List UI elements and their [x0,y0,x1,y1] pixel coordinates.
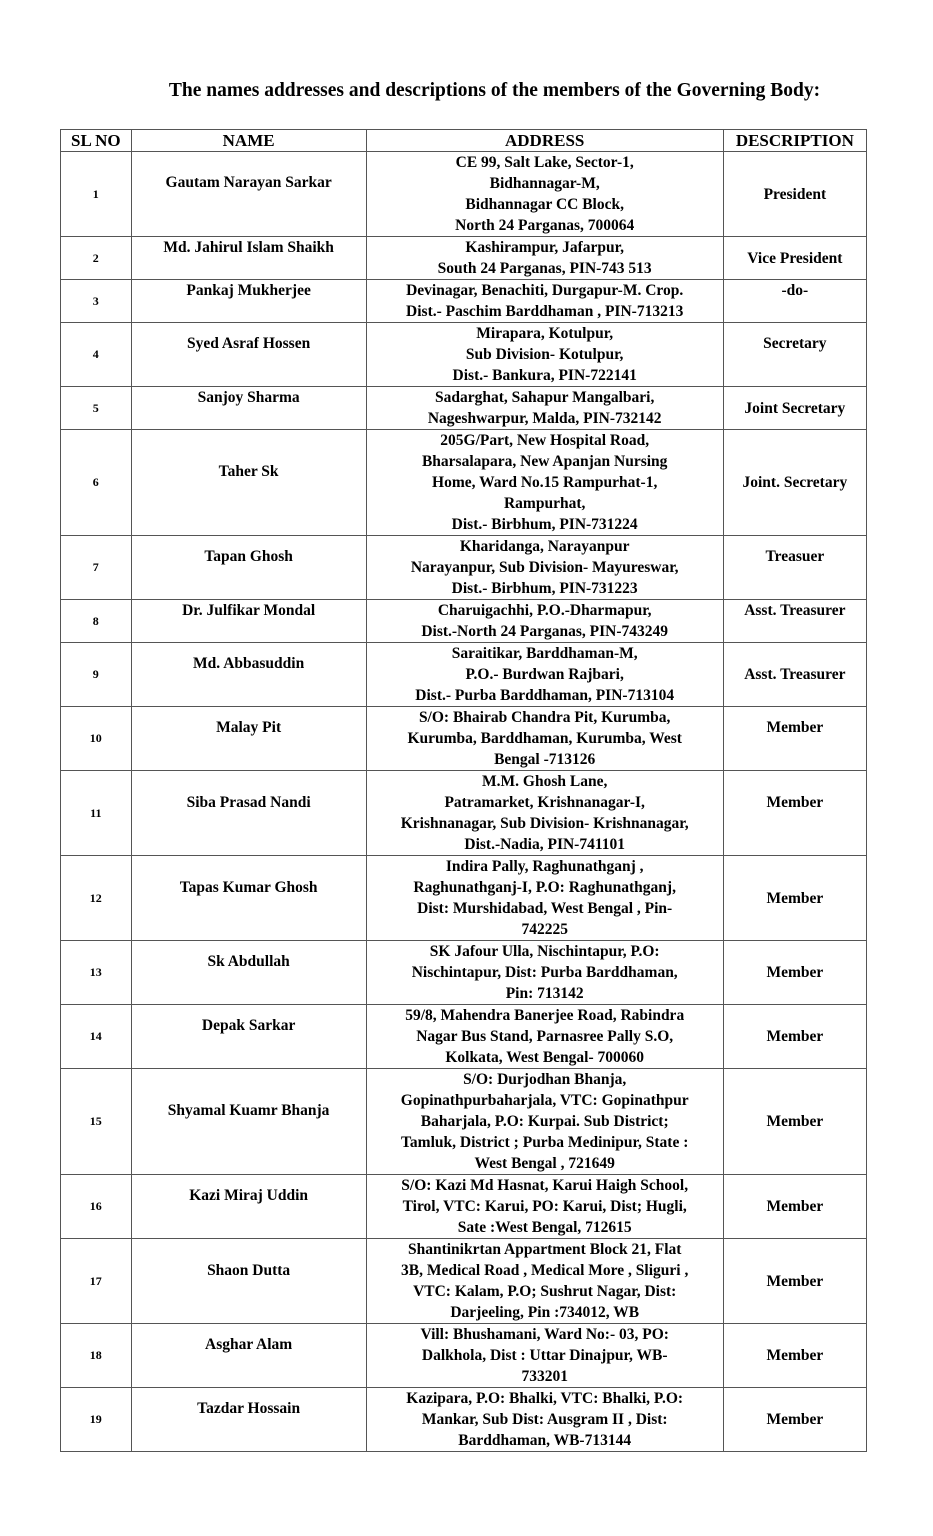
cell-name: Shaon Dutta [131,1239,366,1324]
cell-sl-no: 16 [61,1175,132,1239]
cell-sl-no: 4 [61,323,132,387]
table-row [61,1175,867,1239]
document-title: The names addresses and descriptions of the members of the Governing Body: [168,80,821,101]
cell-address: Sadarghat, Sahapur Mangalbari, Nageshwarpur, Malda, PIN-732142 [366,387,723,430]
cell-name: Dr. Julfikar Mondal [131,600,366,643]
header-sl-no: SL NO [61,130,132,152]
cell-address: Kharidanga, Narayanpur Narayanpur, Sub Division- Mayureswar, Dist.- Birbhum, PIN-731223 [366,536,723,600]
cell-description: Member [723,1239,866,1324]
cell-description: Joint. Secretary [723,430,866,536]
cell-address: Mirapara, Kotulpur, Sub Division- Kotulpur, Dist.- Bankura, PIN-722141 [366,323,723,387]
cell-name: Depak Sarkar [131,1005,366,1069]
cell-address: Devinagar, Benachiti, Durgapur-M. Crop. Dist.- Paschim Barddhaman , PIN-713213 [366,280,723,323]
cell-address: SK Jafour Ulla, Nischintapur, P.O: Nischintapur, Dist: Purba Barddhaman, Pin: 713142 [366,941,723,1005]
cell-description: Member [723,856,866,941]
table-row [61,643,867,707]
table-row [61,856,867,941]
cell-name: Tapan Ghosh [131,536,366,600]
cell-name: Kazi Miraj Uddin [131,1175,366,1239]
cell-description: Member [723,1388,866,1452]
cell-name: Syed Asraf Hossen [131,323,366,387]
cell-description: Member [723,707,866,771]
cell-name: Siba Prasad Nandi [131,771,366,856]
table-row [61,1239,867,1324]
cell-sl-no: 10 [61,707,132,771]
table-row [61,237,867,280]
cell-description: Member [723,1175,866,1239]
cell-name: Asghar Alam [131,1324,366,1388]
cell-address: 59/8, Mahendra Banerjee Road, Rabindra Nagar Bus Stand, Parnasree Pally S.O, Kolkata, West Bengal- 700060 [366,1005,723,1069]
cell-description: Treasuer [723,536,866,600]
cell-name: Pankaj Mukherjee [131,280,366,323]
cell-address: S/O: Bhairab Chandra Pit, Kurumba, Kurumba, Barddhaman, Kurumba, West Bengal -713126 [366,707,723,771]
cell-sl-no: 6 [61,430,132,536]
cell-address: Kazipara, P.O: Bhalki, VTC: Bhalki, P.O: Mankar, Sub Dist: Ausgram II , Dist: Barddhaman, WB-713144 [366,1388,723,1452]
table-row [61,1005,867,1069]
cell-sl-no: 1 [61,152,132,237]
table-row [61,323,867,387]
cell-sl-no: 5 [61,387,132,430]
cell-description: President [723,152,866,237]
table-header-row [61,130,867,152]
table-row [61,707,867,771]
cell-sl-no: 7 [61,536,132,600]
cell-sl-no: 18 [61,1324,132,1388]
cell-sl-no: 2 [61,237,132,280]
cell-sl-no: 11 [61,771,132,856]
table-row [61,152,867,237]
table-row [61,536,867,600]
table-row [61,1069,867,1175]
cell-name: Sk Abdullah [131,941,366,1005]
table-row [61,280,867,323]
table-row [61,1388,867,1452]
cell-address: Indira Pally, Raghunathganj , Raghunathganj-I, P.O: Raghunathganj, Dist: Murshidabad, West Bengal , Pin- 742225 [366,856,723,941]
cell-name: Shyamal Kuamr Bhanja [131,1069,366,1175]
cell-sl-no: 13 [61,941,132,1005]
cell-address: Vill: Bhushamani, Ward No:- 03, PO: Dalkhola, Dist : Uttar Dinajpur, WB- 733201 [366,1324,723,1388]
header-description: DESCRIPTION [723,130,866,152]
cell-name: Md. Abbasuddin [131,643,366,707]
header-name: NAME [131,130,366,152]
table-row [61,387,867,430]
cell-description: Joint Secretary [723,387,866,430]
cell-description: Member [723,1324,866,1388]
cell-sl-no: 14 [61,1005,132,1069]
cell-description: Member [723,1005,866,1069]
cell-address: Kashirampur, Jafarpur, South 24 Parganas, PIN-743 513 [366,237,723,280]
cell-sl-no: 3 [61,280,132,323]
header-address: ADDRESS [366,130,723,152]
cell-description: Asst. Treasurer [723,600,866,643]
table-row [61,430,867,536]
governing-body-table [60,129,867,1452]
cell-address: S/O: Kazi Md Hasnat, Karui Haigh School, Tirol, VTC: Karui, PO: Karui, Dist; Hugli, Sate :West Bengal, 712615 [366,1175,723,1239]
cell-address: CE 99, Salt Lake, Sector-1, Bidhannagar-M, Bidhannagar CC Block, North 24 Parganas, 700064 [366,152,723,237]
cell-sl-no: 15 [61,1069,132,1175]
table-row [61,1324,867,1388]
cell-name: Md. Jahirul Islam Shaikh [131,237,366,280]
cell-sl-no: 19 [61,1388,132,1452]
cell-name: Malay Pit [131,707,366,771]
cell-sl-no: 17 [61,1239,132,1324]
table-row [61,941,867,1005]
cell-description: Member [723,941,866,1005]
cell-name: Gautam Narayan Sarkar [131,152,366,237]
cell-address: Charuigachhi, P.O.-Dharmapur, Dist.-North 24 Parganas, PIN-743249 [366,600,723,643]
cell-name: Sanjoy Sharma [131,387,366,430]
cell-address: Shantinikrtan Appartment Block 21, Flat 3B, Medical Road , Medical More , Sliguri , VTC: Kalam, P.O; Sushrut Nagar, Dist: Darjeeling, Pin :734012, WB [366,1239,723,1324]
table-row [61,771,867,856]
cell-description: Vice President [723,237,866,280]
cell-address: S/O: Durjodhan Bhanja, Gopinathpurbaharjala, VTC: Gopinathpur Baharjala, P.O: Kurpai. Sub District; Tamluk, District ; Purba Medinipur, State : West Bengal , 721649 [366,1069,723,1175]
cell-address: Saraitikar, Barddhaman-M, P.O.- Burdwan Rajbari, Dist.- Purba Barddhaman, PIN-713104 [366,643,723,707]
cell-name: Tapas Kumar Ghosh [131,856,366,941]
cell-address: 205G/Part, New Hospital Road, Bharsalapara, New Apanjan Nursing Home, Ward No.15 Rampurhat-1, Rampurhat, Dist.- Birbhum, PIN-731224 [366,430,723,536]
table-row [61,600,867,643]
cell-description: Secretary [723,323,866,387]
cell-description: Member [723,771,866,856]
cell-description: -do- [723,280,866,323]
cell-description: Member [723,1069,866,1175]
cell-sl-no: 12 [61,856,132,941]
cell-sl-no: 8 [61,600,132,643]
cell-description: Asst. Treasurer [723,643,866,707]
cell-sl-no: 9 [61,643,132,707]
cell-name: Taher Sk [131,430,366,536]
cell-name: Tazdar Hossain [131,1388,366,1452]
cell-address: M.M. Ghosh Lane, Patramarket, Krishnanagar-I, Krishnanagar, Sub Division- Krishnanagar, Dist.-Nadia, PIN-741101 [366,771,723,856]
